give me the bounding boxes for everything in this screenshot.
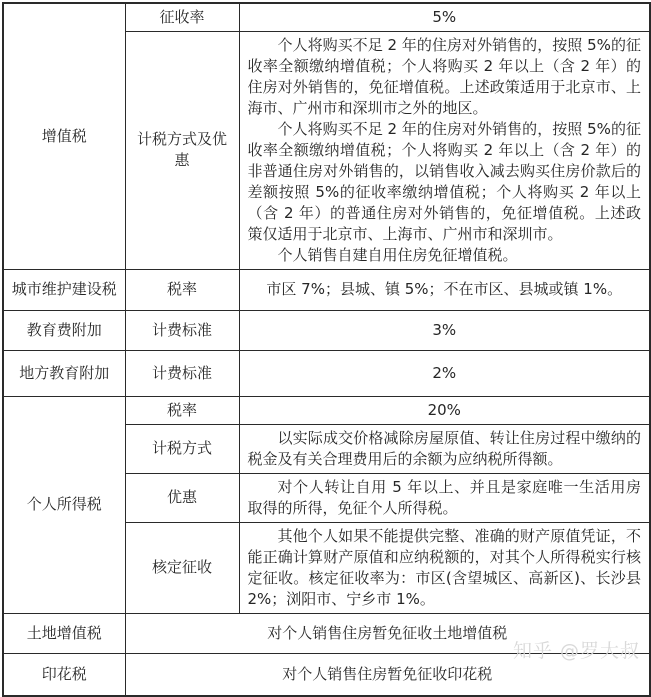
- table-row: [3, 396, 650, 424]
- pit-rate-label-cell: 税率: [125, 396, 239, 424]
- pit-preference-paragraph: 对个人转让自用 5 年以上、并且是家庭唯一生活用房取得的所得，免征个人所得税。: [247, 477, 641, 517]
- housing-sale-tax-table: [2, 2, 651, 697]
- local-education-surcharge-name-cell: 地方教育附加: [3, 350, 125, 396]
- pit-preference-label-cell: 优惠: [125, 473, 239, 522]
- table-row: [3, 269, 650, 310]
- table-row: [3, 653, 650, 696]
- pit-assessed-paragraph: 其他个人如果不能提供完整、准确的财产原值凭证，不能正确计算财产原值和应纳税额的，对其个人所得税实行核定征收。核定征收率为：市区(含望城区、高新区)、长沙县 2%；浏阳市、宁乡市 1%。: [247, 526, 641, 608]
- table-row: [3, 3, 650, 31]
- pit-method-label-cell: 计税方式: [125, 424, 239, 473]
- urban-construction-tax-value-cell: 市区 7%；县城、镇 5%；不在市区、县城或镇 1%。: [239, 269, 650, 310]
- urban-construction-tax-label-cell: 税率: [125, 269, 239, 310]
- urban-construction-tax-name-cell: 城市维护建设税: [3, 269, 125, 310]
- education-surcharge-name-cell: 教育费附加: [3, 310, 125, 350]
- vat-name-cell: 增值税: [3, 3, 125, 269]
- stamp-duty-name-cell: 印花税: [3, 653, 125, 696]
- education-surcharge-label-cell: 计费标准: [125, 310, 239, 350]
- zhihu-watermark: 知乎 @罗大叔: [512, 640, 640, 662]
- vat-method-label-cell: 计税方式及优惠: [125, 31, 239, 269]
- pit-preference-text-cell: [239, 473, 650, 522]
- pit-method-paragraph: 以实际成交价格减除房屋原值、转让住房过程中缴纳的税金及有关合理费用后的余额为应纳税所得额。: [247, 428, 641, 468]
- table-row: [3, 310, 650, 350]
- stamp-duty-value-cell: 对个人销售住房暂免征收印花税: [125, 653, 650, 696]
- land-vat-name-cell: 土地增值税: [3, 613, 125, 653]
- vat-policy-paragraph-3: 个人销售自建自用住房免征增值税。: [277, 245, 518, 264]
- local-education-surcharge-value-cell: 2%: [239, 350, 650, 396]
- vat-policy-paragraph-2: 个人将购买不足 2 年的住房对外销售的，按照 5%的征收率全额缴纳增值税；个人将购买 2 年以上（含 2 年）的非普通住房对外销售的，以销售收入减去购买住房价款后的差额按照 5%的征收率缴纳增值税；个人将购买 2 年以上（含 2 年）的普通住房对外销售的，免征增值税。上述政策仅适用于北京市、上海市、广州市和深圳市。: [247, 119, 641, 243]
- pit-rate-value-cell: 20%: [239, 396, 650, 424]
- vat-policy-paragraph-1: 个人将购买不足 2 年的住房对外销售的，按照 5%的征收率全额缴纳增值税；个人将购买 2 年以上（含 2 年）的住房对外销售的，免征增值税。上述政策适用于北京市、上海市、广州市和深圳市之外的地区。: [247, 35, 641, 117]
- vat-method-text-cell: [239, 31, 650, 269]
- pit-assessed-text-cell: [239, 522, 650, 613]
- land-vat-value-cell: 对个人销售住房暂免征收土地增值税: [125, 613, 650, 653]
- personal-income-tax-name-cell: 个人所得税: [3, 396, 125, 613]
- vat-levy-rate-label-cell: 征收率: [125, 3, 239, 31]
- pit-assessed-label-cell: 核定征收: [125, 522, 239, 613]
- pit-method-text-cell: [239, 424, 650, 473]
- table-row: [3, 350, 650, 396]
- table-row: [3, 613, 650, 653]
- education-surcharge-value-cell: 3%: [239, 310, 650, 350]
- local-education-surcharge-label-cell: 计费标准: [125, 350, 239, 396]
- vat-levy-rate-value-cell: 5%: [239, 3, 650, 31]
- tax-table-page: [0, 2, 651, 683]
